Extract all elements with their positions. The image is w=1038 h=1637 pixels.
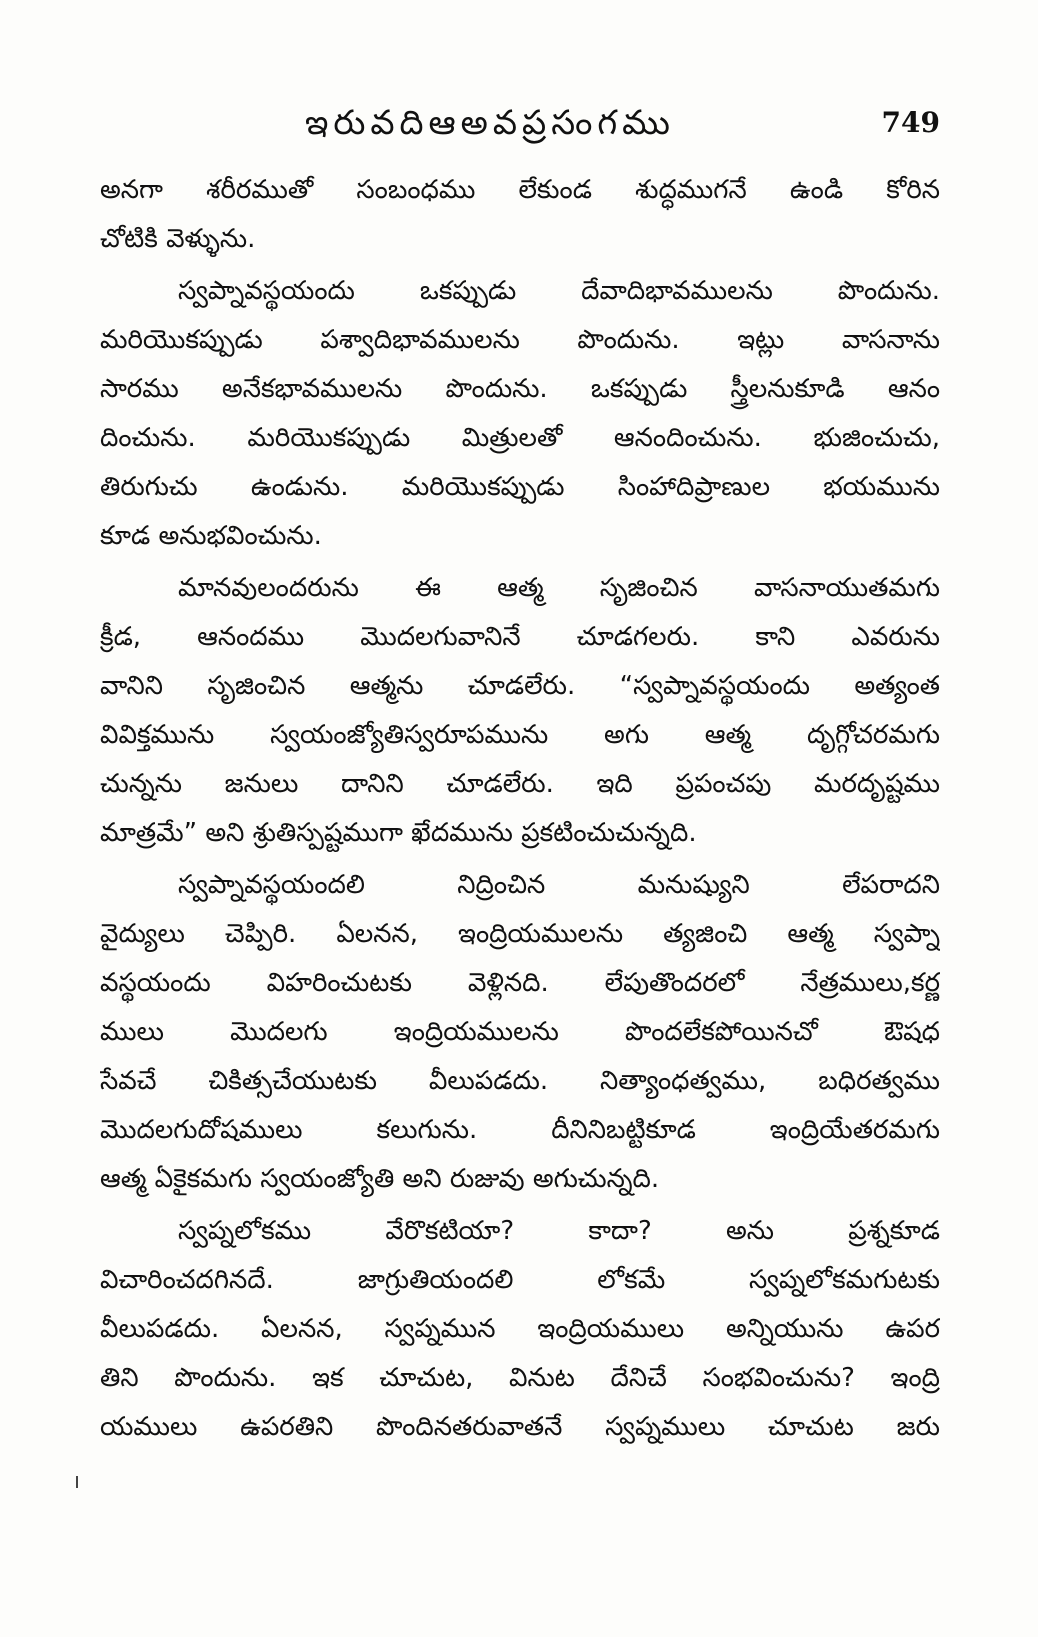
text-line: స్వప్నావస్థయందలి నిద్రించిన మనుష్యుని లేపరాదని xyxy=(178,870,940,900)
text-line: స్వప్నావస్థయందు ఒకప్పుడు దేవాదిభావములను పొందును. xyxy=(178,276,940,306)
paragraph xyxy=(100,564,940,858)
body-text xyxy=(100,166,940,1455)
text-line: వివిక్తమును స్వయంజ్యోతిస్వరూపమును అగు ఆత్మ దృగ్గోచరమగు xyxy=(100,720,940,750)
text-line: చున్నను జనులు దానిని చూడలేరు. ఇది ప్రపంచపు మరదృష్టము xyxy=(100,769,940,799)
text-line: మొదలగుదోషములు కలుగును. దీనినిబట్టికూడ ఇంద్రియేతరమగు xyxy=(100,1115,940,1145)
text-line: వానిని సృజించిన ఆత్మను చూడలేరు. “స్వప్నావస్థయందు అత్యంత xyxy=(100,671,940,701)
text-line: సేవచే చికిత్సచేయుటకు వీలుపడదు. నిత్యాంధత్వము, బధిరత్వము xyxy=(100,1066,940,1096)
text-line: కూడ అనుభవించును. xyxy=(100,521,322,551)
text-line: స్వప్నలోకము వేరొకటియా? కాదా? అను ప్రశ్నకూడ xyxy=(178,1216,940,1246)
page-header xyxy=(100,98,940,148)
text-line: మాత్రమే” అని శ్రుతిస్పష్టముగా ఖేదమును ప్రకటించుచున్నది. xyxy=(100,818,697,848)
text-line: సారము అనేకభావములను పొందును. ఒకప్పుడు స్త్రీలనుకూడి ఆనం xyxy=(100,374,940,404)
text-line: తిరుగుచు ఉండును. మరియొకప్పుడు సింహాదిప్రాణుల భయమును xyxy=(100,472,940,502)
text-line: చోటికి వెళ్ళును. xyxy=(100,224,256,254)
text-line: ములు మొదలగు ఇంద్రియములను పొందలేకపోయినచో ఔషధ xyxy=(100,1017,940,1047)
page-number: 749 xyxy=(881,106,940,139)
paragraph xyxy=(100,267,940,561)
text-line: మరియొకప్పుడు పశ్వాదిభావములను పొందును. ఇట్లు వాసనాను xyxy=(100,325,940,355)
text-line: ఆత్మ ఏకైకమగు స్వయంజ్యోతి అని రుజువు అగుచున్నది. xyxy=(100,1164,660,1194)
text-line: వైద్యులు చెప్పిరి. ఏలనన, ఇంద్రియములను త్యజించి ఆత్మ స్వప్నా xyxy=(100,919,940,949)
text-line: యములు ఉపరతిని పొందినతరువాతనే స్వప్నములు చూచుట జరు xyxy=(100,1412,940,1442)
paragraph xyxy=(100,1207,940,1452)
text-line: అనగా శరీరముతో సంబంధము లేకుండ శుద్ధముగనే ఉండి కోరిన xyxy=(100,175,940,205)
text-line: క్రీడ, ఆనందము మొదలగువానినే చూడగలరు. కాని ఎవరును xyxy=(100,622,940,652)
text-line: తిని పొందును. ఇక చూచుట, వినుట దేనిచే సంభవించును? ఇంద్రి xyxy=(100,1363,940,1393)
text-line: విచారించదగినదే. జాగ్రుతియందలి లోకమే స్వప్నలోకమగుటకు xyxy=(100,1265,940,1295)
paragraph xyxy=(100,861,940,1204)
text-line: వస్థయందు విహరించుటకు వెళ్లినది. లేపుతొందరలో నేత్రములు,కర్ణ xyxy=(100,968,940,998)
paragraph xyxy=(100,166,940,264)
margin-mark xyxy=(76,1476,78,1488)
text-line: మానవులందరును ఈ ఆత్మ సృజించిన వాసనాయుతమగు xyxy=(178,573,940,603)
text-line: దించును. మరియొకప్పుడు మిత్రులతో ఆనందించును. భుజించుచు, xyxy=(100,423,940,453)
text-line: వీలుపడదు. ఏలనన, స్వప్నమున ఇంద్రియములు అన్నియును ఉపర xyxy=(100,1314,940,1344)
running-title: ఇరువదిఆఅవప్రసంగము xyxy=(305,103,675,143)
